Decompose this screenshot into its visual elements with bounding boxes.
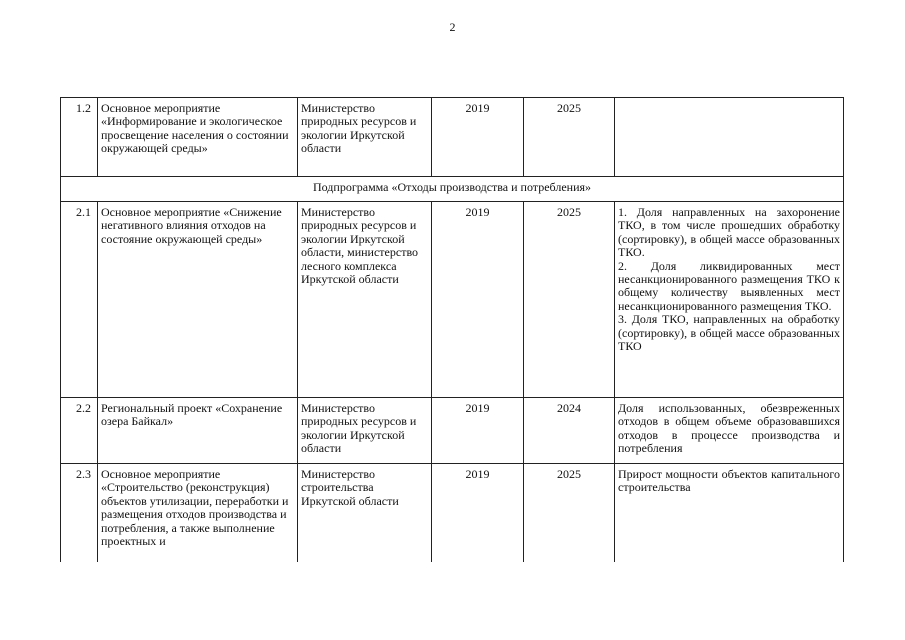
end-year: 2025 xyxy=(524,202,615,398)
start-year: 2019 xyxy=(432,98,524,177)
table-row xyxy=(61,202,844,398)
executor: Министерство природных ресурсов и экологии Иркутской области, министерство лесного комплекса Иркутской области xyxy=(298,202,432,398)
indicators xyxy=(615,398,844,464)
row-number: 2.3 xyxy=(61,464,98,562)
indicator-item: Доля использованных, обезвреженных отходов в общем объеме образовавшихся отходов в процессе производства и потребления xyxy=(618,401,840,456)
end-year: 2024 xyxy=(524,398,615,464)
activity-name: Основное мероприятие «Снижение негативного влияния отходов на состояние окружающей среды» xyxy=(98,202,298,398)
end-year: 2025 xyxy=(524,98,615,177)
indicator-item: 1. Доля направленных на захоронение ТКО, в том числе прошедших обработку (сортировку), в общей массе образованных ТКО. xyxy=(618,205,840,260)
activity-name: Основное мероприятие «Информирование и экологическое просвещение населения о состоянии окружающей среды» xyxy=(98,98,298,177)
indicators xyxy=(615,98,844,177)
start-year: 2019 xyxy=(432,464,524,562)
indicator-item: 2. Доля ликвидированных мест несанкционированного размещения ТКО к общему количеству выявленных мест несанкционированного размещения ТКО. xyxy=(618,258,840,313)
executor: Министерство природных ресурсов и экологии Иркутской области xyxy=(298,398,432,464)
indicator-item: Прирост мощности объектов капитального строительства xyxy=(618,467,840,495)
table-row xyxy=(61,98,844,177)
program-table xyxy=(60,97,844,562)
table-row xyxy=(61,464,844,562)
activity-name: Основное мероприятие «Строительство (реконструкция) объектов утилизации, переработки и размещения отходов производства и потребления, а также выполнение проектных и xyxy=(98,464,298,562)
row-number: 1.2 xyxy=(61,98,98,177)
row-number: 2.2 xyxy=(61,398,98,464)
row-number: 2.1 xyxy=(61,202,98,398)
section-row xyxy=(61,177,844,202)
section-title: Подпрограмма «Отходы производства и потребления» xyxy=(61,177,844,202)
table-row xyxy=(61,398,844,464)
executor: Министерство природных ресурсов и экологии Иркутской области xyxy=(298,98,432,177)
indicators xyxy=(615,202,844,398)
start-year: 2019 xyxy=(432,202,524,398)
page-number: 2 xyxy=(449,20,456,34)
end-year: 2025 xyxy=(524,464,615,562)
indicator-item: 3. Доля ТКО, направленных на обработку (сортировку), в общей массе образованных ТКО xyxy=(618,312,840,354)
indicators xyxy=(615,464,844,562)
executor: Министерство строительства Иркутской области xyxy=(298,464,432,562)
activity-name: Региональный проект «Сохранение озера Байкал» xyxy=(98,398,298,464)
start-year: 2019 xyxy=(432,398,524,464)
